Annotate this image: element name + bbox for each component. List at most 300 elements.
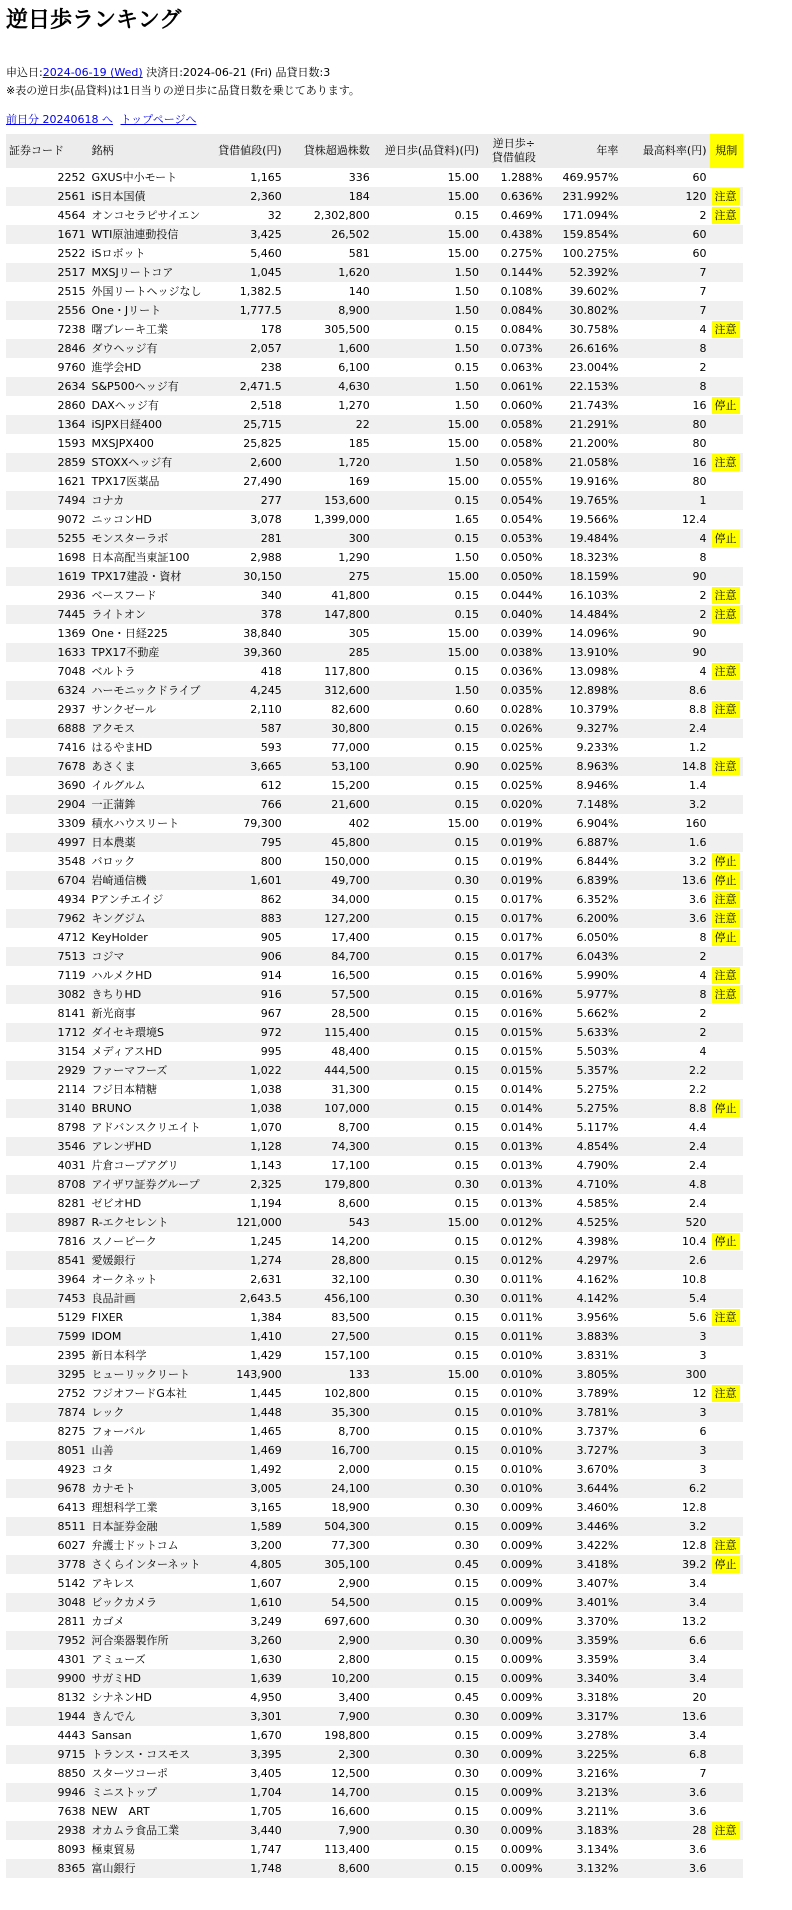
cell-fee-ratio: 0.016% <box>482 1004 546 1023</box>
cell-annual-rate: 3.407% <box>546 1574 622 1593</box>
cell-fee-ratio: 0.012% <box>482 1251 546 1270</box>
cell-annual-rate: 3.317% <box>546 1707 622 1726</box>
cell-fee: 15.00 <box>373 643 482 662</box>
cell-code: 3690 <box>6 776 89 795</box>
cell-annual-rate: 3.831% <box>546 1346 622 1365</box>
cell-name: キングジム <box>89 909 205 928</box>
cell-fee-ratio: 0.010% <box>482 1441 546 1460</box>
cell-fee: 0.60 <box>373 700 482 719</box>
cell-annual-rate: 14.096% <box>546 624 622 643</box>
cell-max-rate: 300 <box>621 1365 709 1384</box>
table-row <box>6 719 743 738</box>
cell-regulation <box>710 643 744 662</box>
cell-regulation <box>710 605 744 624</box>
table-row <box>6 510 743 529</box>
cell-price: 2,325 <box>204 1175 284 1194</box>
cell-annual-rate: 21.058% <box>546 453 622 472</box>
cell-name: シナネンHD <box>89 1688 205 1707</box>
cell-fee-ratio: 0.017% <box>482 947 546 966</box>
table-row <box>6 1099 743 1118</box>
cell-name: 一正蒲鉾 <box>89 795 205 814</box>
cell-fee-ratio: 0.050% <box>482 567 546 586</box>
cell-annual-rate: 171.094% <box>546 206 622 225</box>
table-row <box>6 1308 743 1327</box>
cell-code: 1633 <box>6 643 89 662</box>
cell-fee: 0.15 <box>373 1859 482 1878</box>
cell-fee-ratio: 0.012% <box>482 1232 546 1251</box>
cell-max-rate: 60 <box>621 225 709 244</box>
cell-name: iSJPX日経400 <box>89 415 205 434</box>
cell-price: 3,665 <box>204 757 284 776</box>
cell-code: 7513 <box>6 947 89 966</box>
cell-excess-shares: 2,302,800 <box>285 206 373 225</box>
cell-annual-rate: 3.737% <box>546 1422 622 1441</box>
cell-excess-shares: 1,600 <box>285 339 373 358</box>
table-row <box>6 1422 743 1441</box>
cell-annual-rate: 3.789% <box>546 1384 622 1403</box>
cell-fee-ratio: 0.010% <box>482 1403 546 1422</box>
cell-code: 1364 <box>6 415 89 434</box>
top-page-link[interactable]: トップページへ <box>120 113 197 126</box>
table-row <box>6 1441 743 1460</box>
cell-fee-ratio: 0.055% <box>482 472 546 491</box>
cell-name: トランス・コスモス <box>89 1745 205 1764</box>
cell-fee-ratio: 0.016% <box>482 966 546 985</box>
cell-excess-shares: 300 <box>285 529 373 548</box>
table-row <box>6 301 743 320</box>
cell-max-rate: 2 <box>621 1004 709 1023</box>
cell-fee: 0.15 <box>373 358 482 377</box>
cell-excess-shares: 35,300 <box>285 1403 373 1422</box>
cell-annual-rate: 9.327% <box>546 719 622 738</box>
cell-price: 1,448 <box>204 1403 284 1422</box>
cell-regulation <box>710 510 744 529</box>
cell-name: きんでん <box>89 1707 205 1726</box>
cell-annual-rate: 10.379% <box>546 700 622 719</box>
table-row <box>6 1802 743 1821</box>
cell-price: 178 <box>204 320 284 339</box>
cell-fee-ratio: 0.012% <box>482 1213 546 1232</box>
cell-annual-rate: 8.946% <box>546 776 622 795</box>
cell-max-rate: 3 <box>621 1403 709 1422</box>
cell-fee-ratio: 0.019% <box>482 814 546 833</box>
cell-regulation <box>710 1061 744 1080</box>
cell-regulation <box>710 472 744 491</box>
table-row <box>6 624 743 643</box>
cell-fee: 0.15 <box>373 1137 482 1156</box>
cell-fee-ratio: 0.009% <box>482 1726 546 1745</box>
cell-regulation <box>710 1042 744 1061</box>
cell-name: BRUNO <box>89 1099 205 1118</box>
table-row <box>6 700 743 719</box>
table-row <box>6 1631 743 1650</box>
cell-code: 1671 <box>6 225 89 244</box>
cell-fee: 15.00 <box>373 434 482 453</box>
cell-regulation <box>710 1080 744 1099</box>
table-row <box>6 738 743 757</box>
cell-price: 39,360 <box>204 643 284 662</box>
cell-code: 1593 <box>6 434 89 453</box>
cell-fee: 1.50 <box>373 396 482 415</box>
cell-annual-rate: 3.134% <box>546 1840 622 1859</box>
table-row <box>6 795 743 814</box>
cell-name: 日本農薬 <box>89 833 205 852</box>
cell-price: 1,128 <box>204 1137 284 1156</box>
cell-fee-ratio: 0.017% <box>482 909 546 928</box>
cell-excess-shares: 57,500 <box>285 985 373 1004</box>
cell-max-rate: 2 <box>621 358 709 377</box>
cell-annual-rate: 23.004% <box>546 358 622 377</box>
cell-price: 2,360 <box>204 187 284 206</box>
cell-fee: 0.15 <box>373 1669 482 1688</box>
cell-max-rate: 3.2 <box>621 795 709 814</box>
cell-max-rate: 2.2 <box>621 1061 709 1080</box>
cell-price: 906 <box>204 947 284 966</box>
cell-regulation <box>710 1688 744 1707</box>
cell-max-rate: 8 <box>621 928 709 947</box>
cell-regulation <box>710 1517 744 1536</box>
cell-excess-shares: 34,000 <box>285 890 373 909</box>
cell-code: 3964 <box>6 1270 89 1289</box>
cell-fee-ratio: 0.063% <box>482 358 546 377</box>
cell-name: 片倉コープアグリ <box>89 1156 205 1175</box>
cell-fee-ratio: 0.016% <box>482 985 546 1004</box>
cell-price: 1,143 <box>204 1156 284 1175</box>
cell-max-rate: 2 <box>621 1023 709 1042</box>
cell-excess-shares: 1,620 <box>285 263 373 282</box>
apply-date-link[interactable]: 2024-06-19 (Wed) <box>42 66 143 79</box>
table-row <box>6 1175 743 1194</box>
cell-excess-shares: 17,100 <box>285 1156 373 1175</box>
cell-name: ハルメクHD <box>89 966 205 985</box>
cell-annual-rate: 4.710% <box>546 1175 622 1194</box>
table-row <box>6 1213 743 1232</box>
cell-regulation <box>710 1156 744 1175</box>
cell-code: 2811 <box>6 1612 89 1631</box>
cell-fee: 0.15 <box>373 776 482 795</box>
cell-excess-shares: 1,399,000 <box>285 510 373 529</box>
cell-price: 143,900 <box>204 1365 284 1384</box>
cell-fee: 0.15 <box>373 320 482 339</box>
table-row <box>6 947 743 966</box>
cell-regulation <box>710 1612 744 1631</box>
cell-annual-rate: 4.142% <box>546 1289 622 1308</box>
cell-fee-ratio: 0.014% <box>482 1080 546 1099</box>
cell-annual-rate: 3.213% <box>546 1783 622 1802</box>
regulation-badge: 注意 <box>712 663 740 680</box>
cell-fee: 0.15 <box>373 985 482 1004</box>
cell-price: 3,405 <box>204 1764 284 1783</box>
cell-name: ヒューリックリート <box>89 1365 205 1384</box>
cell-name: コナカ <box>89 491 205 510</box>
table-row <box>6 928 743 947</box>
table-row <box>6 529 743 548</box>
cell-max-rate: 3 <box>621 1460 709 1479</box>
cell-max-rate: 3 <box>621 1327 709 1346</box>
cell-price: 883 <box>204 909 284 928</box>
cell-annual-rate: 3.216% <box>546 1764 622 1783</box>
cell-name: 積水ハウスリート <box>89 814 205 833</box>
cell-regulation <box>710 1365 744 1384</box>
cell-regulation <box>710 1441 744 1460</box>
cell-code: 1621 <box>6 472 89 491</box>
cell-price: 418 <box>204 662 284 681</box>
cell-excess-shares: 8,600 <box>285 1859 373 1878</box>
cell-regulation <box>710 928 744 947</box>
cell-excess-shares: 54,500 <box>285 1593 373 1612</box>
cell-excess-shares: 1,720 <box>285 453 373 472</box>
cell-price: 593 <box>204 738 284 757</box>
table-row <box>6 225 743 244</box>
cell-price: 905 <box>204 928 284 947</box>
cell-code: 7119 <box>6 966 89 985</box>
cell-name: WTI原油連動投信 <box>89 225 205 244</box>
regulation-badge: 停止 <box>712 1100 740 1117</box>
cell-max-rate: 8.8 <box>621 1099 709 1118</box>
cell-code: 2515 <box>6 282 89 301</box>
table-row <box>6 1232 743 1251</box>
cell-fee-ratio: 0.058% <box>482 453 546 472</box>
cell-annual-rate: 3.670% <box>546 1460 622 1479</box>
cell-regulation <box>710 795 744 814</box>
cell-regulation <box>710 1859 744 1878</box>
cell-annual-rate: 5.990% <box>546 966 622 985</box>
cell-price: 3,200 <box>204 1536 284 1555</box>
cell-code: 2556 <box>6 301 89 320</box>
cell-fee-ratio: 0.009% <box>482 1745 546 1764</box>
regulation-badge: 注意 <box>712 1309 740 1326</box>
cell-regulation <box>710 1498 744 1517</box>
cell-code: 9072 <box>6 510 89 529</box>
cell-price: 1,410 <box>204 1327 284 1346</box>
cell-max-rate: 3.2 <box>621 852 709 871</box>
cell-regulation <box>710 738 744 757</box>
col-header-excess-shares: 貸株超過株数 <box>285 134 373 168</box>
cell-max-rate: 16 <box>621 396 709 415</box>
cell-code: 2937 <box>6 700 89 719</box>
cell-excess-shares: 30,800 <box>285 719 373 738</box>
cell-regulation <box>710 852 744 871</box>
cell-regulation <box>710 1023 744 1042</box>
cell-code: 8365 <box>6 1859 89 1878</box>
table-row <box>6 909 743 928</box>
cell-annual-rate: 30.758% <box>546 320 622 339</box>
prev-day-link[interactable]: 前日分 20240618 へ <box>6 113 113 126</box>
cell-excess-shares: 16,700 <box>285 1441 373 1460</box>
cell-price: 1,022 <box>204 1061 284 1080</box>
cell-excess-shares: 2,800 <box>285 1650 373 1669</box>
table-row <box>6 1764 743 1783</box>
cell-name: 日本高配当東証100 <box>89 548 205 567</box>
cell-fee: 15.00 <box>373 244 482 263</box>
cell-name: ゼビオHD <box>89 1194 205 1213</box>
cell-code: 9900 <box>6 1669 89 1688</box>
table-row <box>6 1726 743 1745</box>
cell-fee-ratio: 0.010% <box>482 1479 546 1498</box>
cell-name: 新日本科学 <box>89 1346 205 1365</box>
table-row <box>6 1137 743 1156</box>
cell-price: 32 <box>204 206 284 225</box>
cell-fee-ratio: 0.011% <box>482 1270 546 1289</box>
cell-regulation <box>710 719 744 738</box>
regulation-badge: 停止 <box>712 530 740 547</box>
cell-excess-shares: 184 <box>285 187 373 206</box>
table-row <box>6 1783 743 1802</box>
cell-excess-shares: 157,100 <box>285 1346 373 1365</box>
cell-fee: 0.15 <box>373 1384 482 1403</box>
cell-max-rate: 1 <box>621 491 709 510</box>
cell-fee-ratio: 0.084% <box>482 301 546 320</box>
cell-annual-rate: 5.633% <box>546 1023 622 1042</box>
cell-code: 4934 <box>6 890 89 909</box>
cell-regulation <box>710 1194 744 1213</box>
cell-annual-rate: 159.854% <box>546 225 622 244</box>
cell-fee-ratio: 0.028% <box>482 700 546 719</box>
cell-price: 587 <box>204 719 284 738</box>
cell-price: 1,492 <box>204 1460 284 1479</box>
cell-annual-rate: 12.898% <box>546 681 622 700</box>
cell-fee: 0.30 <box>373 1745 482 1764</box>
table-row <box>6 1707 743 1726</box>
cell-price: 1,465 <box>204 1422 284 1441</box>
table-row <box>6 586 743 605</box>
cell-name: KeyHolder <box>89 928 205 947</box>
cell-fee-ratio: 0.009% <box>482 1574 546 1593</box>
cell-fee: 1.50 <box>373 263 482 282</box>
table-row <box>6 871 743 890</box>
cell-code: 8541 <box>6 1251 89 1270</box>
cell-name: 新光商事 <box>89 1004 205 1023</box>
cell-excess-shares: 83,500 <box>285 1308 373 1327</box>
cell-price: 1,704 <box>204 1783 284 1802</box>
cell-price: 1,748 <box>204 1859 284 1878</box>
cell-max-rate: 2 <box>621 947 709 966</box>
cell-fee: 0.15 <box>373 1422 482 1441</box>
cell-price: 800 <box>204 852 284 871</box>
cell-regulation <box>710 1346 744 1365</box>
cell-fee: 0.15 <box>373 1327 482 1346</box>
cell-max-rate: 60 <box>621 244 709 263</box>
cell-fee-ratio: 0.039% <box>482 624 546 643</box>
cell-annual-rate: 4.854% <box>546 1137 622 1156</box>
cell-regulation <box>710 1536 744 1555</box>
cell-max-rate: 160 <box>621 814 709 833</box>
cell-fee-ratio: 0.017% <box>482 928 546 947</box>
cell-fee: 0.15 <box>373 1118 482 1137</box>
cell-regulation <box>710 947 744 966</box>
table-row <box>6 1536 743 1555</box>
cell-excess-shares: 697,600 <box>285 1612 373 1631</box>
cell-name: One・Jリート <box>89 301 205 320</box>
cell-name: きちりHD <box>89 985 205 1004</box>
cell-fee-ratio: 0.013% <box>482 1156 546 1175</box>
cell-excess-shares: 77,300 <box>285 1536 373 1555</box>
cell-fee-ratio: 0.019% <box>482 852 546 871</box>
cell-price: 3,078 <box>204 510 284 529</box>
cell-excess-shares: 305,500 <box>285 320 373 339</box>
cell-max-rate: 12.8 <box>621 1536 709 1555</box>
cell-fee: 0.30 <box>373 1498 482 1517</box>
cell-price: 2,518 <box>204 396 284 415</box>
cell-fee: 0.30 <box>373 871 482 890</box>
cell-fee: 0.30 <box>373 1764 482 1783</box>
cell-price: 38,840 <box>204 624 284 643</box>
cell-price: 5,460 <box>204 244 284 263</box>
cell-name: 岩崎通信機 <box>89 871 205 890</box>
cell-name: 富山銀行 <box>89 1859 205 1878</box>
cell-fee: 0.15 <box>373 1194 482 1213</box>
cell-price: 1,384 <box>204 1308 284 1327</box>
cell-regulation <box>710 301 744 320</box>
cell-max-rate: 60 <box>621 168 709 187</box>
cell-excess-shares: 581 <box>285 244 373 263</box>
cell-regulation <box>710 1593 744 1612</box>
cell-fee-ratio: 0.058% <box>482 415 546 434</box>
cell-price: 1,610 <box>204 1593 284 1612</box>
cell-regulation <box>710 187 744 206</box>
apply-label: 申込日: <box>6 66 43 79</box>
cell-code: 2634 <box>6 377 89 396</box>
table-row <box>6 1859 743 1878</box>
cell-excess-shares: 305 <box>285 624 373 643</box>
cell-regulation <box>710 1251 744 1270</box>
cell-code: 5142 <box>6 1574 89 1593</box>
cell-annual-rate: 4.297% <box>546 1251 622 1270</box>
cell-price: 914 <box>204 966 284 985</box>
cell-code: 3295 <box>6 1365 89 1384</box>
cell-annual-rate: 5.275% <box>546 1080 622 1099</box>
cell-fee: 0.15 <box>373 1346 482 1365</box>
cell-annual-rate: 19.916% <box>546 472 622 491</box>
cell-max-rate: 3 <box>621 1346 709 1365</box>
cell-max-rate: 4 <box>621 1042 709 1061</box>
cell-fee: 0.15 <box>373 1308 482 1327</box>
cell-fee: 0.15 <box>373 1593 482 1612</box>
cell-excess-shares: 7,900 <box>285 1707 373 1726</box>
cell-price: 277 <box>204 491 284 510</box>
cell-price: 2,643.5 <box>204 1289 284 1308</box>
cell-fee: 0.15 <box>373 1099 482 1118</box>
cell-fee: 15.00 <box>373 168 482 187</box>
cell-max-rate: 4 <box>621 662 709 681</box>
cell-fee: 0.15 <box>373 1061 482 1080</box>
cell-code: 8281 <box>6 1194 89 1213</box>
cell-name: はるやまHD <box>89 738 205 757</box>
cell-fee: 15.00 <box>373 814 482 833</box>
col-header-code: 証券コード <box>6 134 89 168</box>
regulation-badge: 注意 <box>712 321 740 338</box>
cell-fee-ratio: 0.011% <box>482 1327 546 1346</box>
cell-code: 7048 <box>6 662 89 681</box>
regulation-badge: 停止 <box>712 397 740 414</box>
cell-code: 8275 <box>6 1422 89 1441</box>
cell-max-rate: 80 <box>621 434 709 453</box>
col-header-fee: 逆日歩(品貸料)(円) <box>373 134 482 168</box>
cell-regulation <box>710 1574 744 1593</box>
table-row <box>6 206 743 225</box>
table-row <box>6 1080 743 1099</box>
cell-max-rate: 6 <box>621 1422 709 1441</box>
cell-name: アレンザHD <box>89 1137 205 1156</box>
cell-fee-ratio: 0.469% <box>482 206 546 225</box>
cell-max-rate: 3.4 <box>621 1726 709 1745</box>
table-row <box>6 1042 743 1061</box>
cell-fee: 0.15 <box>373 833 482 852</box>
cell-annual-rate: 3.446% <box>546 1517 622 1536</box>
cell-excess-shares: 45,800 <box>285 833 373 852</box>
table-row <box>6 776 743 795</box>
cell-code: 7638 <box>6 1802 89 1821</box>
